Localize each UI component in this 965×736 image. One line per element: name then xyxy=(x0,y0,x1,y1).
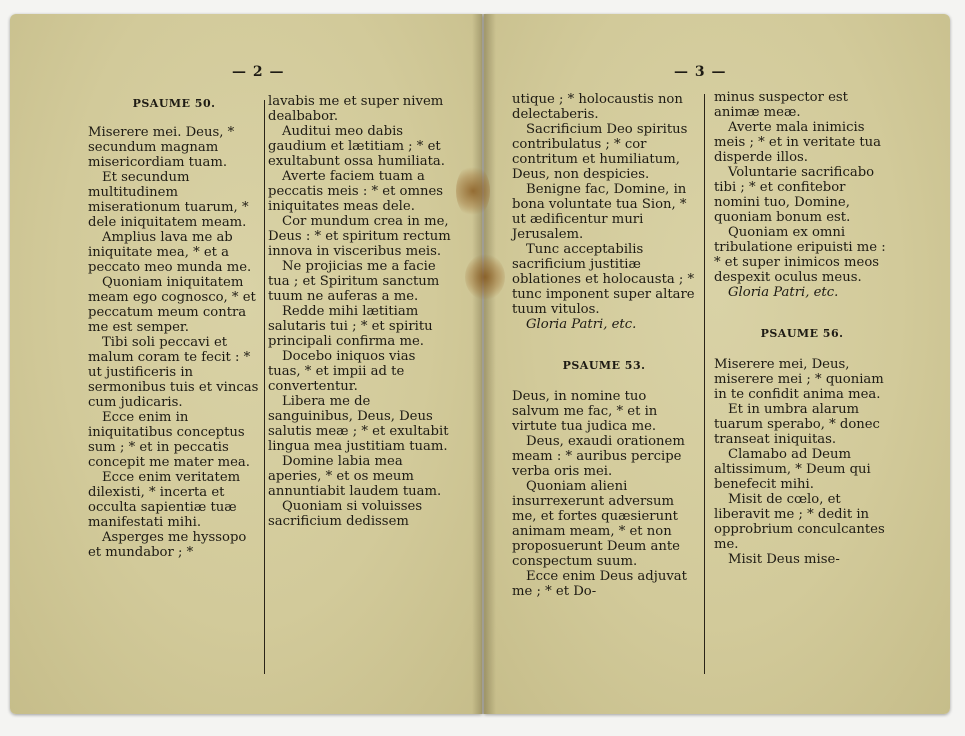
verse: Docebo iniquos vias tuas, * et impii ad te convertentur. xyxy=(268,349,416,394)
verse: Asperges me hyssopo et mundabor ; * xyxy=(88,530,247,560)
stain-mark xyxy=(456,164,490,218)
booklet xyxy=(10,14,950,718)
verse: Et in umbra alarum tuarum sperabo, * donec transeat iniquitas. xyxy=(714,402,880,447)
verse: Et secundum multitudinem miserationum tuarum, * dele iniquitatem meam. xyxy=(88,170,249,230)
verse: Benigne fac, Domine, in bona voluntate tua Sion, * ut ædificentur muri Jerusalem. xyxy=(512,182,687,242)
verse: Quoniam iniquitatem meam ego cognosco, * et peccatum meum contra me est semper. xyxy=(88,275,256,335)
verse: Miserere mei, Deus, miserere mei ; * quoniam in te confidit anima mea. xyxy=(714,357,884,402)
psalm-heading-53: PSAUME 53. xyxy=(562,359,646,372)
verse: Amplius lava me ab iniquitate mea, * et a peccato meo munda me. xyxy=(88,230,252,275)
column-rule xyxy=(264,100,265,674)
gloria-patri: Gloria Patri, etc. xyxy=(526,317,637,332)
verse: Clamabo ad Deum altissimum, * Deum qui benefecit mihi. xyxy=(714,447,871,492)
verse: Cor mundum crea in me, Deus : * et spiritum rectum innova in visceribus meis. xyxy=(268,214,451,259)
verse: Misit Deus mise- xyxy=(728,552,840,567)
page-number-right: — 3 — xyxy=(674,64,727,80)
left-page xyxy=(10,14,482,714)
psalm-heading-50: PSAUME 50. xyxy=(132,97,216,110)
verse: Voluntarie sacrificabo tibi ; * et confitebor nomini tuo, Domine, quoniam bonum est. xyxy=(714,165,875,225)
verse: Averte mala inimicis meis ; * et in veritate tua disperde illos. xyxy=(714,120,881,165)
verse: Libera me de sanguinibus, Deus, Deus salutis meæ ; * et exultabit lingua mea justitiam tuam. xyxy=(268,394,449,454)
verse: Redde mihi lætitiam salutaris tui ; * et spiritu principali confirma me. xyxy=(268,304,433,349)
right-column-1 xyxy=(512,92,696,599)
left-column-1 xyxy=(88,96,260,560)
verse: Domine labia mea aperies, * et os meum annuntiabit laudem tuam. xyxy=(268,454,442,499)
verse: Deus, exaudi orationem meam : * auribus percipe verba oris mei. xyxy=(512,434,685,479)
verse: Averte faciem tuam a peccatis meis : * et omnes iniquitates meas dele. xyxy=(268,169,444,214)
left-column-2 xyxy=(268,94,452,529)
verse: Quoniam ex omni tribulatione eripuisti me : * et super inimicos meos despexit oculus meus. xyxy=(714,225,886,285)
verse: Ne projicias me a facie tua ; et Spiritum sanctum tuum ne auferas a me. xyxy=(268,259,440,304)
gloria-patri: Gloria Patri, etc. xyxy=(728,285,839,300)
verse: Miserere mei. Deus, * secundum magnam misericordiam tuam. xyxy=(88,125,235,170)
verse: Auditui meo dabis gaudium et lætitiam ; * et exultabunt ossa humiliata. xyxy=(268,124,445,169)
verse: Deus, in nomine tuo salvum me fac, * et in virtute tua judica me. xyxy=(512,389,658,434)
verse: lavabis me et super nivem dealbabor. xyxy=(268,94,444,124)
verse: Quoniam alieni insurrexerunt adversum me, et fortes quæsierunt animam meam, * et non proposuerunt Deum ante conspectum suum. xyxy=(512,479,680,569)
verse: Misit de cœlo, et liberavit me ; * dedit in opprobrium conculcantes me. xyxy=(714,492,885,552)
verse: Tibi soli peccavi et malum coram te fecit : * ut justificeris in sermonibus tuis et vincas cum judicaris. xyxy=(88,335,259,410)
verse: minus suspector est animæ meæ. xyxy=(714,90,848,120)
verse: Ecce enim veritatem dilexisti, * incerta et occulta sapientiæ tuæ manifestati mihi. xyxy=(88,470,241,530)
right-page xyxy=(484,14,950,714)
verse: Sacrificium Deo spiritus contribulatus ; * cor contritum et humiliatum, Deus, non despicies. xyxy=(512,122,688,182)
verse: Tunc acceptabilis sacrificium justitiæ oblationes et holocausta ; * tunc imponent super altare tuum vitulos. xyxy=(512,242,695,317)
stain-mark xyxy=(465,254,505,300)
verse: Quoniam si voluisses sacrificium dedissem xyxy=(268,499,423,529)
verse: Ecce enim Deus adjuvat me ; * et Do- xyxy=(512,569,687,599)
psalm-heading-56: PSAUME 56. xyxy=(760,327,844,340)
page-number-left: — 2 — xyxy=(232,64,285,80)
column-rule xyxy=(704,94,705,674)
verse: utique ; * holocaustis non delectaberis. xyxy=(512,92,683,122)
book-gutter xyxy=(472,14,496,714)
verse: Ecce enim in iniquitatibus conceptus sum ; * et in peccatis concepit me mater mea. xyxy=(88,410,250,470)
right-column-2 xyxy=(714,90,890,567)
